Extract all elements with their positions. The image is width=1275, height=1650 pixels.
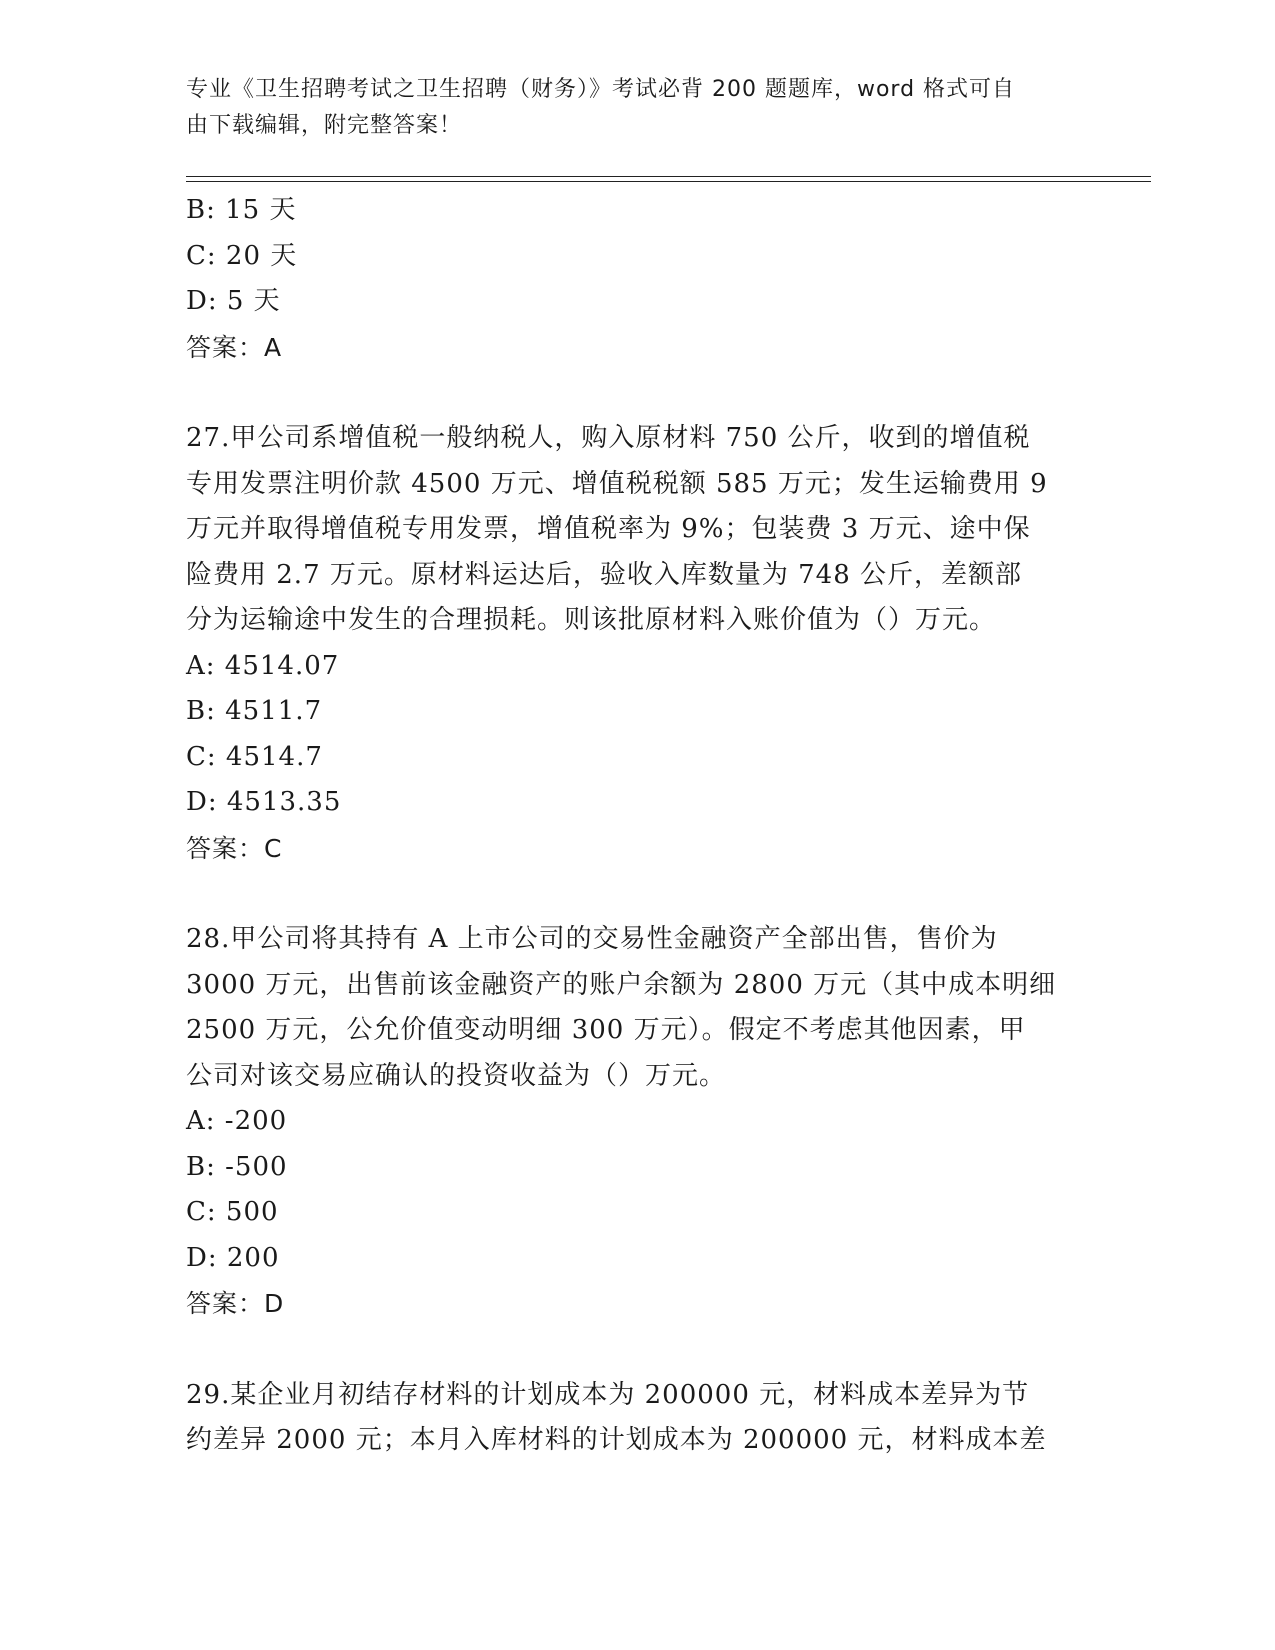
question-text-line: 险费用 2.7 万元。原材料运达后，验收入库数量为 748 公斤，差额部 <box>186 559 1023 590</box>
header-divider-top <box>186 176 1151 177</box>
question-text-line: 29.某企业月初结存材料的计划成本为 200000 元，材料成本差异为节 <box>186 1379 1030 1410</box>
header-line-2: 由下载编辑，附完整答案！ <box>186 113 463 138</box>
prev-question-block <box>186 188 1086 370</box>
question-28 <box>186 917 1086 1327</box>
question-29 <box>186 1373 1086 1464</box>
header-divider-bottom <box>186 181 1151 182</box>
option-b: B: -500 <box>186 1151 288 1182</box>
question-text-line: 2500 万元，公允价值变动明细 300 万元）。假定不考虑其他因素，甲 <box>186 1015 1026 1045</box>
option-b: B: 15 天 <box>186 195 297 225</box>
answer-line: 答案：C <box>186 833 283 863</box>
option-d: D: 4513.35 <box>186 787 342 817</box>
option-a: A: 4514.07 <box>186 650 340 681</box>
question-text-line: 万元并取得增值税专用发票，增值税率为 9%；包装费 3 万元、途中保 <box>186 514 1031 544</box>
option-b: B: 4511.7 <box>186 696 323 726</box>
question-text-line: 27.甲公司系增值税一般纳税人，购入原材料 750 公斤，收到的增值税 <box>186 423 1031 453</box>
question-text-line: 专用发票注明价款 4500 万元、增值税税额 585 万元；发生运输费用 9 <box>186 468 1048 499</box>
header-line-1: 专业《卫生招聘考试之卫生招聘（财务）》考试必背 200 题题库，word 格式可自 <box>186 77 1016 102</box>
option-d: D: 200 <box>186 1242 280 1273</box>
question-text-line: 3000 万元，出售前该金融资产的账户余额为 2800 万元（其中成本明细 <box>186 969 1057 1000</box>
document-header <box>186 72 1066 144</box>
question-text-line: 约差异 2000 元；本月入库材料的计划成本为 200000 元，材料成本差 <box>186 1425 1047 1455</box>
document-body <box>186 188 1086 1464</box>
answer-line: 答案：A <box>186 332 283 362</box>
option-c: C: 20 天 <box>186 240 298 271</box>
option-a: A: -200 <box>186 1106 288 1136</box>
answer-line: 答案：D <box>186 1289 285 1318</box>
option-c: C: 500 <box>186 1197 279 1227</box>
question-27 <box>186 416 1086 871</box>
option-d: D: 5 天 <box>186 286 281 316</box>
option-c: C: 4514.7 <box>186 741 323 772</box>
question-text-line: 分为运输途中发生的合理损耗。则该批原材料入账价值为（）万元。 <box>186 605 997 635</box>
question-text-line: 28.甲公司将其持有 A 上市公司的交易性金融资产全部出售，售价为 <box>186 924 998 954</box>
question-text-line: 公司对该交易应确认的投资收益为（）万元。 <box>186 1060 727 1091</box>
